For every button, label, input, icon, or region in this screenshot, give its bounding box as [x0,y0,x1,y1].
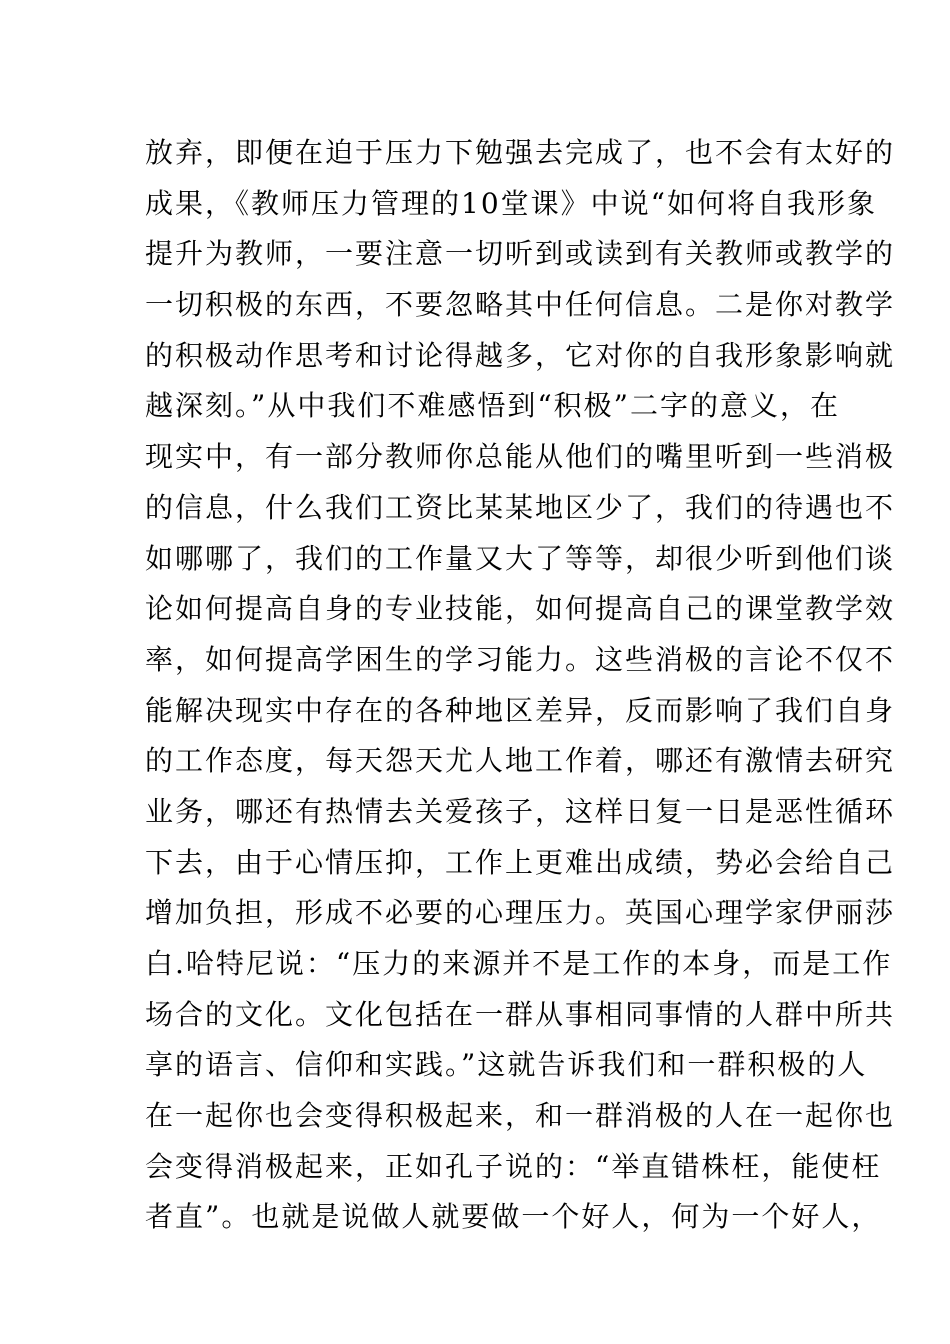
text-line: 会变得消极起来，正如孔子说的：“举直错株枉，能使枉 [145,1149,882,1183]
body-text [145,128,896,1243]
text-line: 提升为教师，一要注意一切听到或读到有关教师或教学的 [145,237,896,271]
text-line: 率，如何提高学困生的学习能力。这些消极的言论不仅不 [145,642,896,676]
text-line: 下去，由于心情压抑，工作上更难出成绩，势必会给自己 [145,845,896,879]
text-line: 增加负担，形成不必要的心理压力。英国心理学家伊丽莎 [145,896,896,930]
text-line: 者直”。也就是说做人就要做一个好人，何为一个好人， [145,1200,882,1234]
text-line: 在一起你也会变得积极起来，和一群消极的人在一起你也 [145,1099,896,1133]
text-line: 的工作态度，每天怨天尤人地工作着，哪还有激情去研究 [145,744,896,778]
text-line: 白.哈特尼说：“压力的来源并不是工作的本身，而是工作 [145,947,893,980]
text-line: 业务，哪还有热情去关爱孩子，这样日复一日是恶性循环 [145,794,896,828]
text-line: 享的语言、信仰和实践。”这就告诉我们和一群积极的人 [145,1048,868,1082]
text-line: 能解决现实中存在的各种地区差异，反而影响了我们自身 [145,693,896,727]
text-line: 的信息，什么我们工资比某某地区少了，我们的待遇也不 [145,490,896,524]
text-line: 如哪哪了，我们的工作量又大了等等，却很少听到他们谈 [145,541,896,575]
text-line: 越深刻。”从中我们不难感悟到“积极”二字的意义，在 [145,389,840,423]
text-line: 放弃，即便在迫于压力下勉强去完成了，也不会有太好的 [145,136,896,169]
text-line: 论如何提高自身的专业技能，如何提高自己的课堂教学效 [145,592,896,626]
text-line: 的积极动作思考和讨论得越多，它对你的自我形象影响就 [145,338,896,372]
text-line: 一切积极的东西，不要忽略其中任何信息。二是你对教学 [145,288,896,322]
text-line: 场合的文化。文化包括在一群从事相同事情的人群中所共 [145,997,896,1031]
text-line: 现实中，有一部分教师你总能从他们的嘴里听到一些消极 [145,440,896,474]
text-line: 成果，《教师压力管理的10堂课》中说“如何将自我形象 [145,186,877,220]
